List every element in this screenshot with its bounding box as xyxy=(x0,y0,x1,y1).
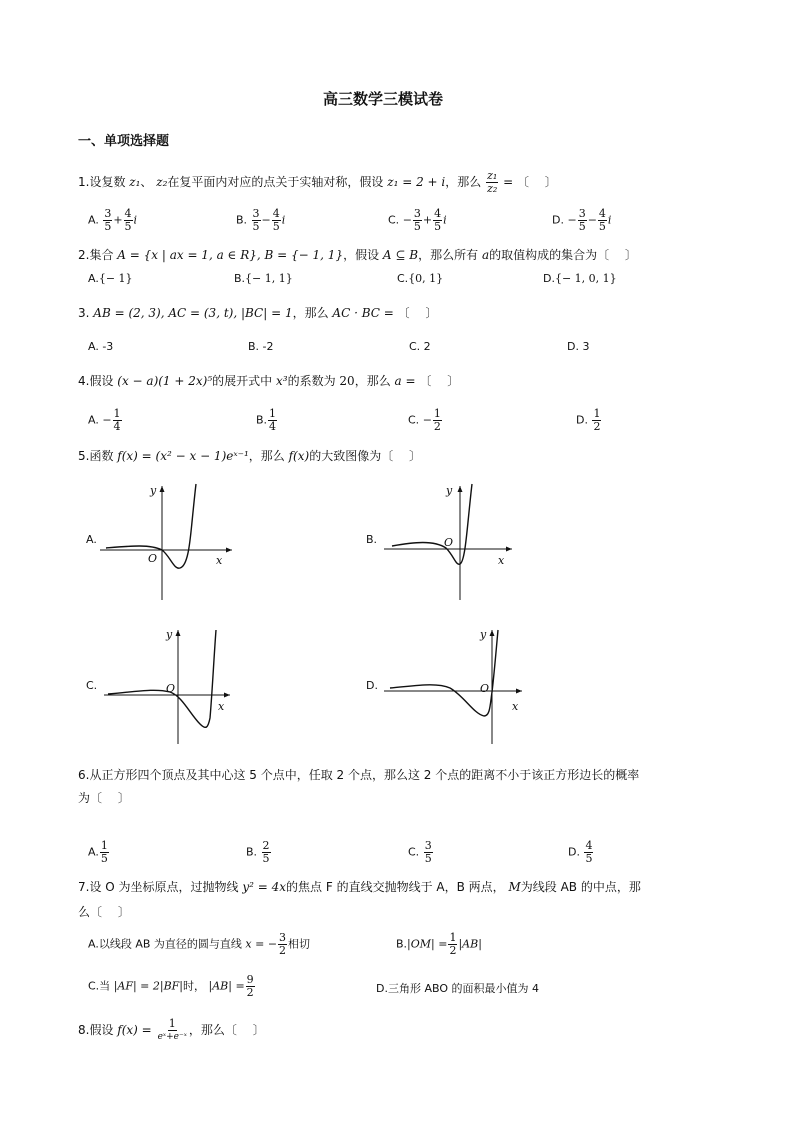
graph-d-origin: O xyxy=(480,682,490,695)
q7-parabola: y² = 4x xyxy=(242,880,287,894)
q1-text: 在复平面内对应的点关于实轴对称，假设 xyxy=(167,175,384,189)
q7-option-b: B.|OM| = $\frac{1}{2}$ |AB| xyxy=(396,931,482,957)
question-5: 5.函数 f(x) = (x² − x − 1)eˣ⁻¹，那么 f(x)的大致图像为〔 〕 xyxy=(78,449,422,463)
q4-option-c: C. − $\frac{1}{2}$ xyxy=(408,407,441,433)
graph-d-label: D. xyxy=(366,679,378,692)
graph-c-x-label: x xyxy=(218,700,225,713)
q4-expression: (x − a)(1 + 2x)⁵ xyxy=(117,374,213,388)
q1-ask-fraction: $\frac{\text{z₁}}{\text{z₂}}$ xyxy=(487,169,498,195)
question-8: 8.假设 f(x) = $\frac{1}{\text{eˣ+e⁻ˣ}}$ ，那么〔 〕 xyxy=(78,1017,265,1042)
q3-option-b: B. -2 xyxy=(248,340,274,353)
q7-option-a: A.以线段 AB 为直径的圆与直线 x = − $\frac{3}{2}$ 相切 xyxy=(88,931,311,957)
graph-c-y-label: y xyxy=(166,628,173,641)
q3-option-a: A. -3 xyxy=(88,340,114,353)
q1-sep: 、 xyxy=(140,175,153,189)
graph-c-label: C. xyxy=(86,679,98,692)
graph-c-origin: O xyxy=(166,682,176,695)
q1-z2: z₂ xyxy=(156,175,168,189)
q6-option-d: D. $\frac{4}{5}$ xyxy=(568,839,593,865)
q2-option-c: C.{0, 1} xyxy=(397,272,444,285)
q3-option-c: C. 2 xyxy=(409,340,431,353)
q4-option-b: B. $\frac{1}{4}$ xyxy=(256,407,277,433)
q6-option-c: C. $\frac{3}{5}$ xyxy=(408,839,432,865)
section-heading: 一、单项选择题 xyxy=(78,134,170,149)
q2-condition: A ⊆ B xyxy=(382,248,419,262)
question-7-line1: 7.设 O 为坐标原点，过抛物线 y² = 4x的焦点 F 的直线交抛物线于 A，B 两点， M为线段 AB 的中点，那 xyxy=(78,880,641,894)
graph-b-origin: O xyxy=(444,536,454,549)
q4-option-a: A. − $\frac{1}{4}$ xyxy=(88,407,121,433)
q2-option-b: B.{− 1, 1} xyxy=(234,272,293,285)
q3-ask: AC · BC = xyxy=(332,306,394,320)
q3-option-d: D. 3 xyxy=(567,340,590,353)
question-3: 3. AB = (2, 3), AC = (3, t), |BC| = 1，那么 AC · BC = 〔 〕 xyxy=(78,306,438,320)
graph-a-y-label: y xyxy=(150,484,157,497)
page-title: 高三数学三模试卷 xyxy=(323,90,444,108)
q2-sets: A = {x | ax = 1, a ∈ R}, B = {− 1, 1} xyxy=(117,248,344,262)
q1-option-d: D. − $\frac{3}{5}$ − $\frac{4}{5}$ i xyxy=(552,207,612,233)
q2-option-d: D.{− 1, 0, 1} xyxy=(543,272,617,285)
graph-d-curve xyxy=(390,630,498,716)
q1-z1: z₁ xyxy=(129,175,141,189)
question-4: 4.假设 (x − a)(1 + 2x)⁵的展开式中 x³的系数为 20，那么 a = 〔 〕 xyxy=(78,374,460,388)
q1-option-a: A. $\frac{3}{5}$ + $\frac{4}{5}$ i xyxy=(88,207,138,233)
q1-prefix: 1.设复数 xyxy=(78,175,126,189)
q1-bracket: 〔 〕 xyxy=(516,175,557,189)
graph-a-x-label: x xyxy=(216,554,223,567)
q7-option-d: D.三角形 ABO 的面积最小值为 4 xyxy=(376,982,539,995)
graph-a-label: A. xyxy=(86,533,97,546)
question-6-line1: 6.从正方形四个顶点及其中心这 5 个点中，任取 2 个点，那么这 2 个点的距离不小于该正方形边长的概率 xyxy=(78,768,640,782)
question-6-line2: 为〔 〕 xyxy=(78,791,130,805)
question-7-line2: 么〔 〕 xyxy=(78,905,130,919)
q1-option-b: B. $\frac{3}{5}$ − $\frac{4}{5}$ i xyxy=(236,207,286,233)
q2-option-a: A.{− 1} xyxy=(88,272,133,285)
graph-b-y-label: y xyxy=(446,484,453,497)
q6-option-a: A. $\frac{1}{5}$ xyxy=(88,839,108,865)
q1-then: ，那么 xyxy=(445,175,482,189)
graph-a xyxy=(100,482,240,604)
q8-function: f(x) = xyxy=(117,1023,152,1037)
graph-d xyxy=(384,626,528,748)
q7-option-c: C.当 |AF| = 2|BF|时， |AB| = $\frac{9}{2}$ xyxy=(88,973,254,999)
q1-option-c: C. − $\frac{3}{5}$ + $\frac{4}{5}$ i xyxy=(388,207,447,233)
graph-b xyxy=(384,482,520,604)
question-1: 1.设复数 z₁、 z₂在复平面内对应的点关于实轴对称，假设 z₁ = 2 + i，那么 $\frac{\text{z₁}}{\text{z₂}}$ = 〔 〕 xyxy=(78,169,557,195)
q5-function: f(x) = (x² − x − 1)eˣ⁻¹ xyxy=(117,449,249,463)
graph-a-origin: O xyxy=(148,552,158,565)
question-2: 2.集合 A = {x | ax = 1, a ∈ R}, B = {− 1, 1}，假设 A ⊆ B，那么所有 a的取值构成的集合为〔 〕 xyxy=(78,248,637,262)
q4-option-d: D. $\frac{1}{2}$ xyxy=(576,407,601,433)
graph-b-label: B. xyxy=(366,533,378,546)
graph-d-x-label: x xyxy=(512,700,519,713)
graph-d-y-label: y xyxy=(480,628,487,641)
q1-condition: z₁ = 2 + i xyxy=(387,175,446,189)
q3-vectors: AB = (2, 3), AC = (3, t), |BC| = 1 xyxy=(93,306,293,320)
q6-option-b: B. $\frac{2}{5}$ xyxy=(246,839,270,865)
graph-b-x-label: x xyxy=(498,554,505,567)
graph-c-curve xyxy=(108,630,216,727)
graph-c xyxy=(104,626,236,748)
